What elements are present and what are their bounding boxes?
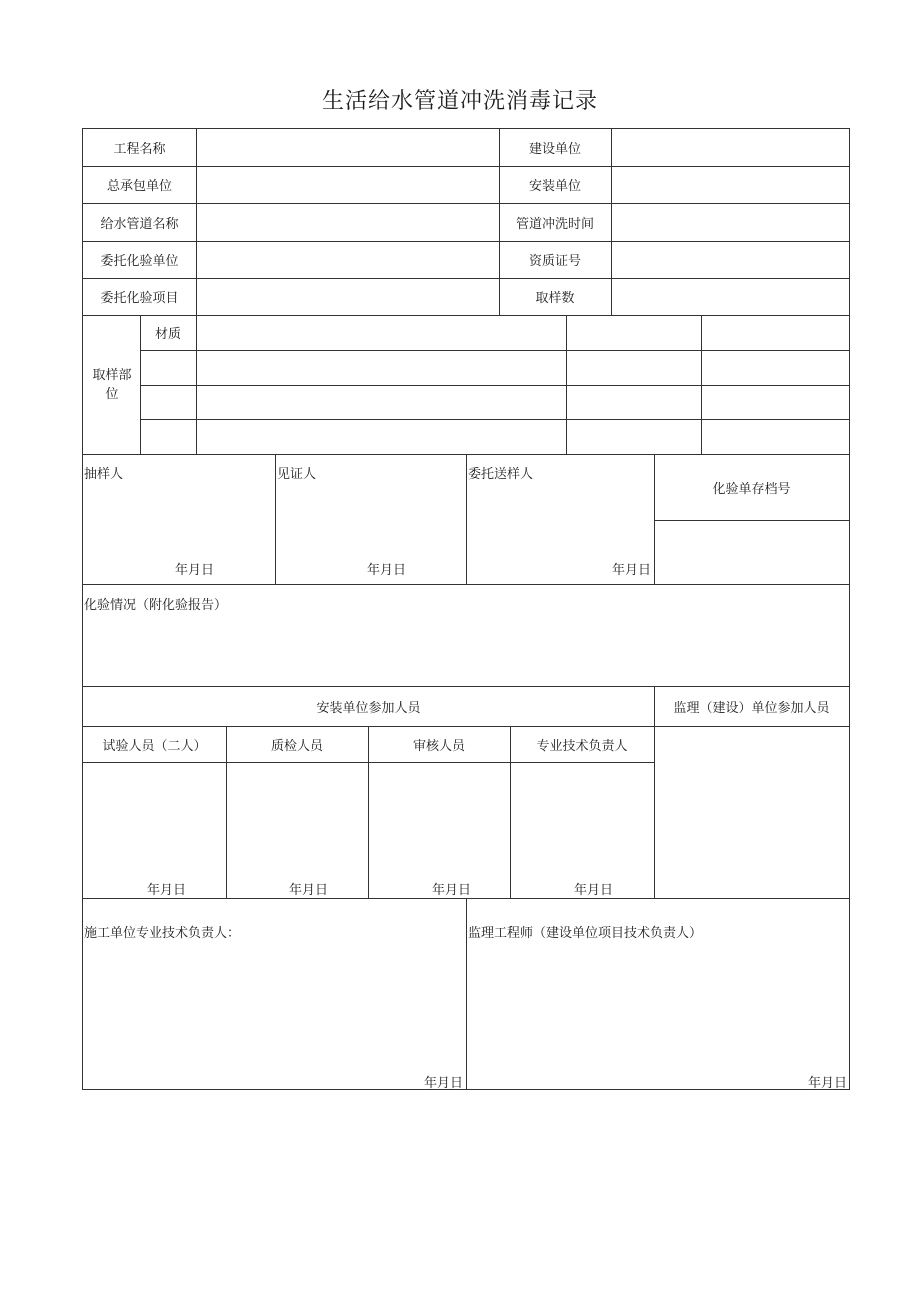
test-result-label: 化验情况（附化验报告） [84,598,228,613]
sample-count-field[interactable] [612,279,848,314]
sample-cell[interactable] [702,351,848,384]
tester-date: 年月日 [147,883,187,898]
sample-count-label: 取样数 [535,291,575,306]
witness-date: 年月日 [367,563,407,578]
sample-cell[interactable] [567,386,700,418]
archive-no-field[interactable] [655,521,848,583]
record-form [82,128,850,1090]
lab-unit-label: 委托化验单位 [100,254,179,269]
owner-unit-field[interactable] [612,130,848,165]
sample-cell[interactable] [141,386,195,418]
witness-label: 见证人 [277,467,317,482]
technical-lead-signature-field[interactable] [511,763,653,873]
col-divider [466,898,467,1090]
technical-lead-date: 年月日 [574,883,614,898]
sample-cell[interactable] [197,386,565,418]
installer-unit-field[interactable] [612,167,848,202]
flush-time-field[interactable] [612,204,848,240]
lab-unit-field[interactable] [197,242,498,277]
row-divider [83,584,849,585]
sampler-label: 抽样人 [84,467,124,482]
pipe-name-field[interactable] [197,204,498,240]
installer-participants-header: 安装单位参加人员 [316,700,421,716]
supervising-engineer-date: 年月日 [808,1076,848,1091]
sample-cell[interactable] [141,351,195,384]
sample-cell[interactable] [567,420,700,453]
col-divider [466,454,467,584]
cert-no-field[interactable] [612,242,848,277]
general-contractor-label: 总承包单位 [106,179,172,194]
sender-date: 年月日 [612,563,652,578]
contractor-lead-signature-field[interactable] [84,941,464,1069]
role-reviewer: 审核人员 [412,738,465,754]
material-label: 材质 [154,327,181,342]
archive-no-label: 化验单存档号 [712,481,791,497]
role-technical-lead: 专业技术负责人 [536,738,628,754]
reviewer-date: 年月日 [432,883,472,898]
sample-cell[interactable] [141,420,195,453]
role-quality-inspector: 质检人员 [270,738,323,754]
inspector-date: 年月日 [289,883,329,898]
sample-cell[interactable] [197,420,565,453]
reviewer-signature-field[interactable] [369,763,509,873]
inspector-signature-field[interactable] [227,763,367,873]
sender-label: 委托送样人 [468,467,534,482]
sample-cell[interactable] [702,316,848,349]
contractor-lead-label: 施工单位专业技术负责人： [84,926,241,941]
owner-unit-label: 建设单位 [528,142,581,157]
col-divider [275,454,276,584]
cert-no-label: 资质证号 [528,254,581,269]
sample-cell[interactable] [702,420,848,453]
supervising-engineer-signature-field[interactable] [468,941,848,1069]
sampler-date: 年月日 [175,563,215,578]
sample-cell[interactable] [567,316,700,349]
installer-unit-label: 安装单位 [528,179,581,194]
page-title: 生活给水管道冲洗消毒记录 [321,89,598,114]
tester-signature-field[interactable] [84,763,225,873]
sample-cell[interactable] [197,351,565,384]
supervising-engineer-label: 监理工程师（建设单位项目技术负责人） [468,926,703,941]
lab-items-field[interactable] [197,279,498,314]
general-contractor-field[interactable] [197,167,498,202]
supervisor-participants-header: 监理（建设）单位参加人员 [673,700,830,716]
sample-cell[interactable] [702,386,848,418]
sample-cell[interactable] [567,351,700,384]
role-tester: 试验人员（二人） [102,738,207,754]
lab-items-label: 委托化验项目 [100,291,179,306]
flush-time-label: 管道冲洗时间 [515,216,594,232]
test-result-field[interactable] [84,611,848,685]
project-name-label: 工程名称 [113,142,166,157]
contractor-lead-date: 年月日 [424,1076,464,1091]
supervisor-signature-field[interactable] [655,727,848,897]
sample-cell[interactable] [197,316,565,349]
project-name-field[interactable] [197,130,498,165]
pipe-name-label: 给水管道名称 [100,216,179,232]
sampling-location-label: 取样部位 [92,367,132,402]
